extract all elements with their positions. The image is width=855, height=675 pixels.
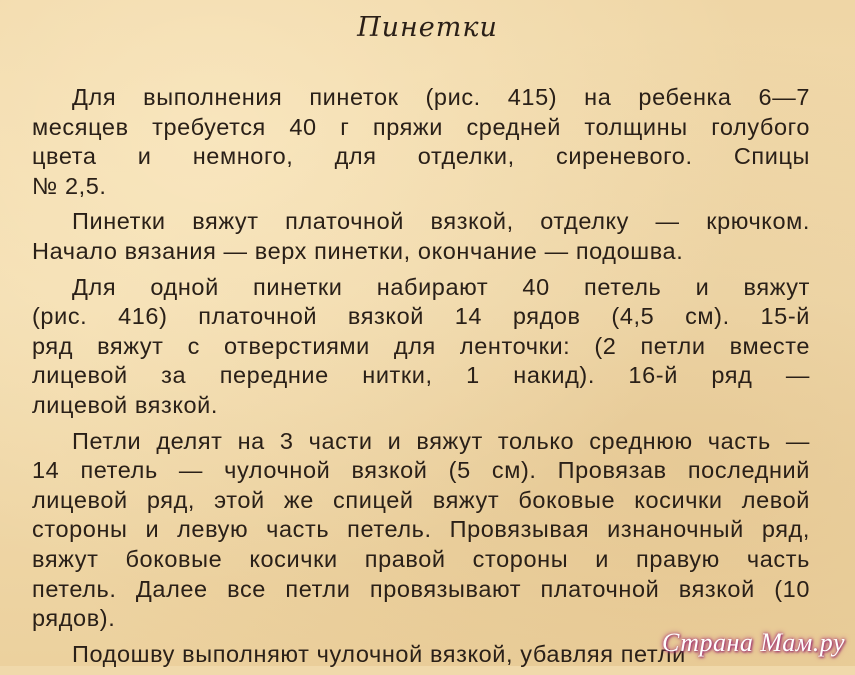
text-line: вяжут боковые косички правой стороны и правую часть [32,545,810,572]
text-line: 14 петель — чулочной вязкой (5 см). Провязав последний [32,457,810,484]
text-line: № 2,5. [32,172,107,199]
paragraph-3 [32,273,810,421]
text-line: рядов). [32,605,116,632]
text-line: Для выполнения пинеток (рис. 415) на ребенка 6—7 [72,84,810,110]
text-line: Начало вязания — верх пинетки, окончание — подошва. [32,237,684,264]
paragraph-2 [32,207,810,266]
body-text [32,83,810,675]
text-line: (рис. 416) платочной вязкой 14 рядов (4,5 см). 15-й [32,303,810,330]
text-line: Пинетки вяжут платочной вязкой, отделку — крючком. [72,208,810,235]
text-line: Подошву выполняют чулочной вязкой, убавляя петли [72,640,686,667]
paragraph-4 [32,427,810,634]
text-line: стороны и левую часть петель. Провязывая изнаночный ряд, [32,516,810,543]
text-line: лицевой вязкой. [32,391,219,418]
text-line: лицевой ряд, этой же спицей вяжут боковые косички левой [32,486,810,513]
page-title: Пинетки [357,12,498,43]
text-line: цвета и немного, для отделки, сиреневого. Спицы [32,143,810,170]
text-line: ряд вяжут с отверстиями для ленточки: (2 петли вместе [32,332,810,359]
site-watermark [662,628,845,658]
text-line: Для одной пинетки набирают 40 петель и вяжут [72,273,810,300]
text-line: Петли делят на 3 части и вяжут только среднюю часть — [72,427,810,454]
text-line: месяцев требуется 40 г пряжи средней толщины голубого [32,113,810,140]
paragraph-1 [32,83,810,201]
text-line: лицевой за передние нитки, 1 накид). 16-й ряд — [32,362,810,389]
watermark-text: Страна Мам.ру [662,628,845,657]
text-line: петель. Далее все петли провязывают платочной вязкой (10 [32,575,810,602]
